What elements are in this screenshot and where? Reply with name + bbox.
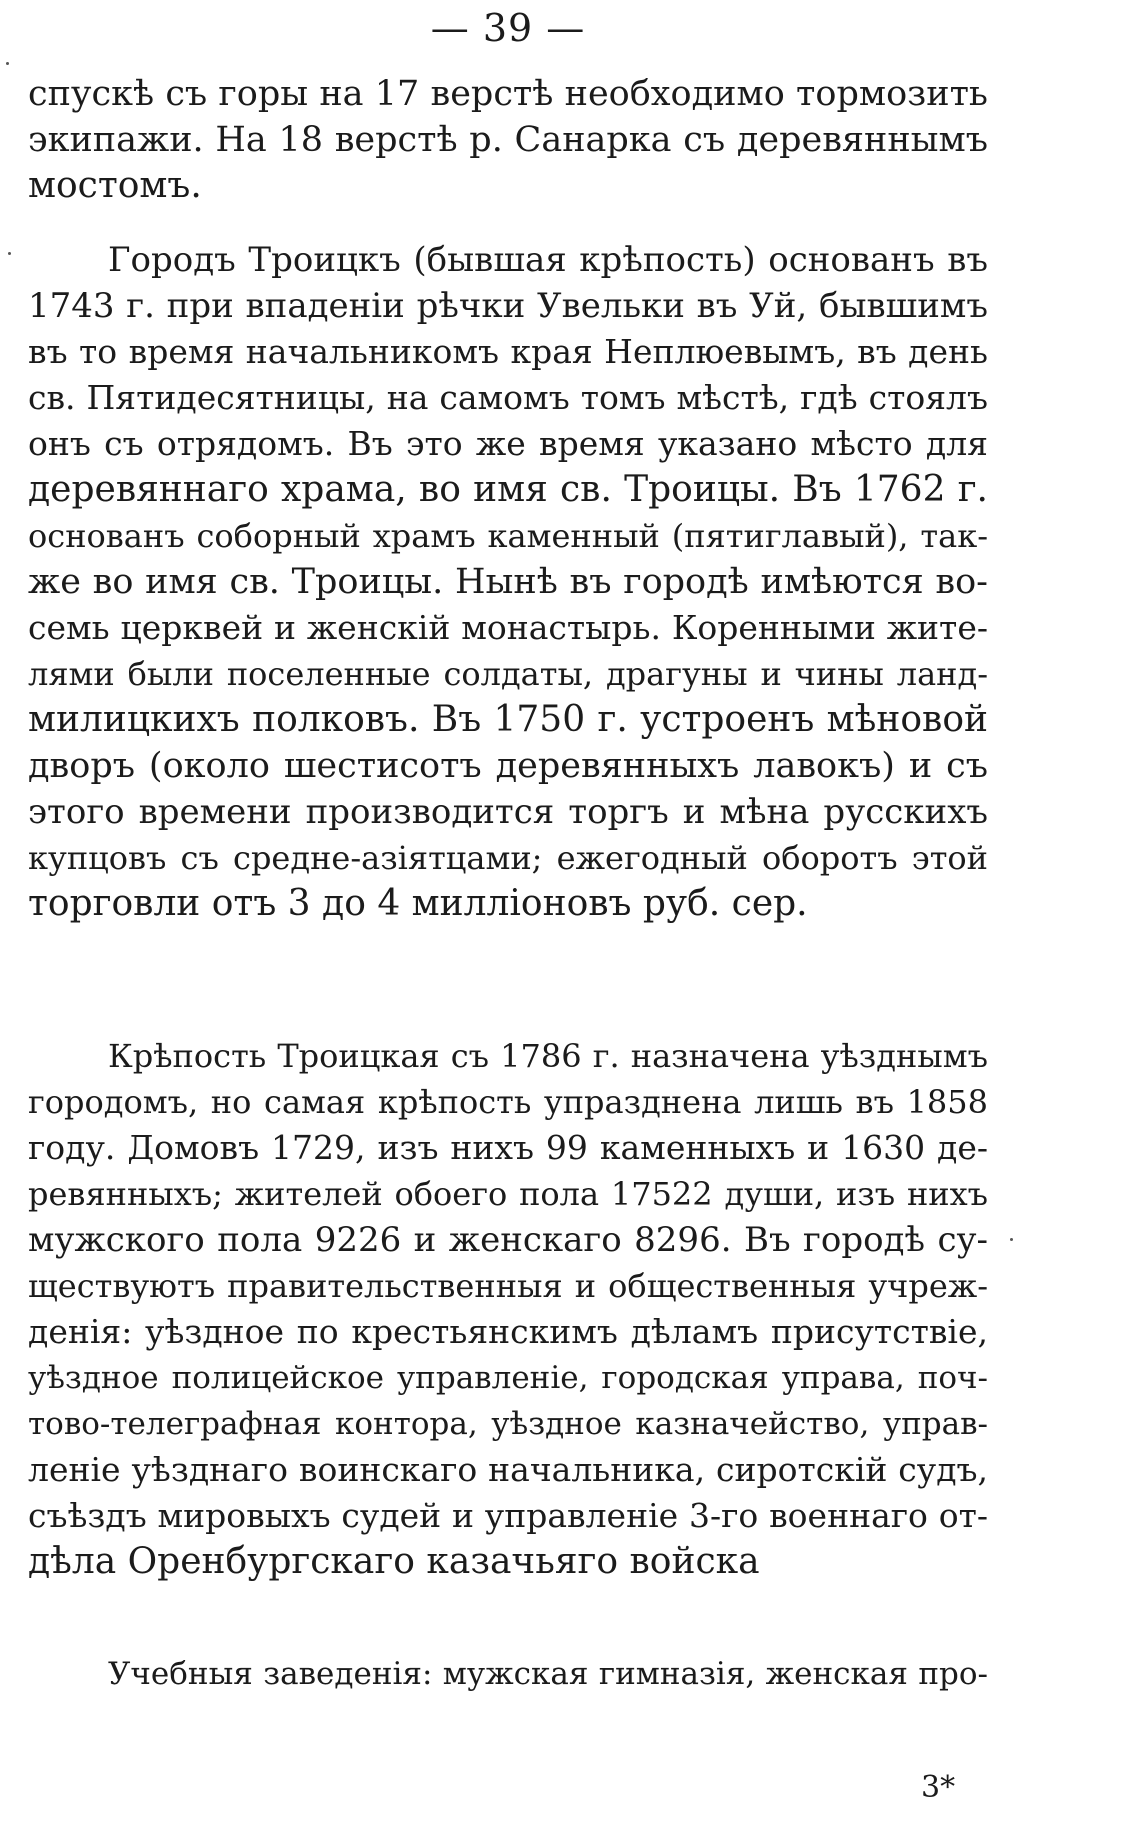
text-line: леніе уѣзднаго воинскаго начальника, сиротскій судъ, [28,1450,988,1489]
scan-speck [8,252,11,255]
scan-speck [6,62,9,65]
text-line: тово-телеграфная контора, уѣздное казначейство, управ- [28,1406,988,1442]
text-line: уѣздное полицейское управленіе, городская управа, поч- [28,1360,988,1396]
text-line: милицкихъ полковъ. Въ 1750 г. устроенъ мѣновой [28,699,988,740]
text-line: ществуютъ правительственныя и общественныя учреж- [28,1267,988,1305]
text-line: этого времени производится торгъ и мѣна русскихъ [28,792,988,832]
text-line: Городъ Троицкъ (бывшая крѣпость) основанъ въ [108,240,988,280]
text-line: купцовъ съ средне-азіятцами; ежегодный оборотъ этой [28,839,988,877]
text-line: спускѣ съ горы на 17 верстѣ необходимо тормозить [28,74,988,114]
text-line: въ то время начальникомъ края Неплюевымъ, въ день [28,332,988,371]
text-line: семь церквей и женскій монастырь. Коренными жите- [28,608,988,647]
text-line: 1743 г. при впаденіи рѣчки Увельки въ Уй, бывшимъ [28,286,988,326]
text-line: денія: уѣздное по крестьянскимъ дѣламъ присутствіе, [28,1312,988,1351]
page-number: — 39 — [430,6,586,50]
text-line: дѣла Оренбургскаго казачьяго войска [28,1541,760,1582]
scan-speck [1010,1238,1013,1241]
text-line: экипажи. На 18 верстѣ р. Санарка съ деревяннымъ [28,120,988,160]
text-line: ревянныхъ; жителей обоего пола 17522 души, изъ нихъ [28,1175,988,1213]
text-line: торговли отъ 3 до 4 милліоновъ руб. сер. [28,883,808,924]
text-line: городомъ, но самая крѣпость упразднена лишь въ 1858 [28,1083,988,1121]
text-line: св. Пятидесятницы, на самомъ томъ мѣстѣ, гдѣ стоялъ [28,378,988,417]
text-line: Учебныя заведенія: мужская гимназія, женская про- [108,1656,988,1692]
text-line: лями были поселенные солдаты, драгуны и чины ланд- [28,655,988,693]
text-line: году. Домовъ 1729, изъ нихъ 99 каменныхъ и 1630 де- [28,1128,988,1167]
text-line: же во имя св. Троицы. Нынѣ въ городѣ имѣются во- [28,562,988,602]
signature-mark: 3* [921,1770,956,1805]
text-line: мостомъ. [28,165,202,206]
text-line: мужского пола 9226 и женскаго 8296. Въ городѣ су- [28,1220,988,1260]
text-line: основанъ соборный храмъ каменный (пятиглавый), так- [28,517,988,555]
text-line: съѣздъ мировыхъ судей и управленіе 3-го военнаго от- [28,1496,988,1535]
book-page [28,0,988,1834]
text-line: деревяннаго храма, во имя св. Троицы. Въ 1762 г. [28,469,988,510]
text-line: онъ съ отрядомъ. Въ это же время указано мѣсто для [28,424,988,463]
text-line: дворъ (около шестисотъ деревянныхъ лавокъ) и съ [28,746,988,786]
text-line: Крѣпость Троицкая съ 1786 г. назначена уѣзднымъ [108,1037,988,1075]
